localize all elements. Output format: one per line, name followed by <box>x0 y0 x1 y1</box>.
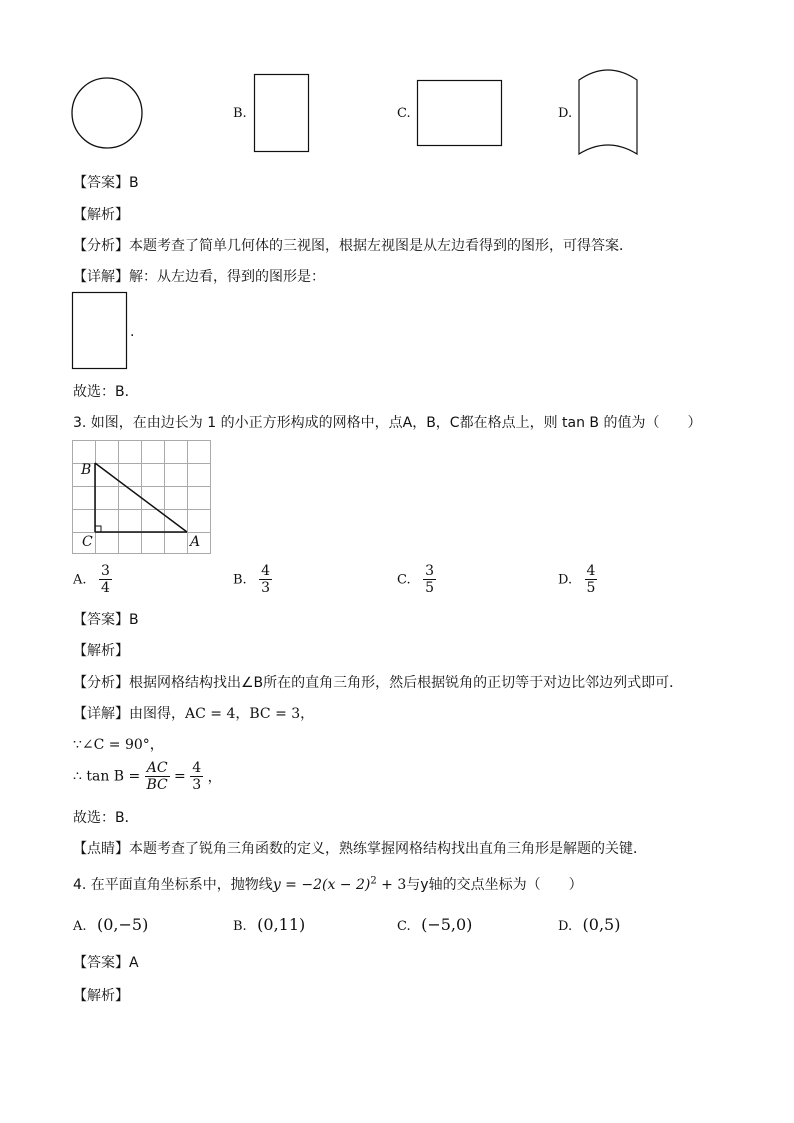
q3-fenxi-line <box>73 672 683 692</box>
fenxi-text: 根据网格结构找出∠B所在的直角三角形，然后根据锐角的正切等于对边比邻边列式即可． <box>129 675 684 691</box>
option-label: B. <box>233 572 247 588</box>
q3-answer-line <box>73 609 139 629</box>
stem-suffix: 与y轴的交点坐标为（ ） <box>406 877 583 893</box>
q3-therefore-line <box>73 760 222 793</box>
fenxi-text: 本题考查了简单几何体的三视图，根据左视图是从左边看得到的图形，可得答案． <box>129 238 633 254</box>
therefore-suffix: ， <box>207 769 222 786</box>
q4-option-c <box>397 915 472 934</box>
ac-over-bc-fraction: $\frac{AC}{BC}$ <box>146 760 168 793</box>
q3-detail-line <box>73 703 314 723</box>
therefore-prefix: ∴ tan B = <box>73 768 141 785</box>
stem-prefix: 4. 在平面直角坐标系中，抛物线 <box>73 877 273 893</box>
option-label: B. <box>233 919 247 934</box>
q2-answer-line <box>73 172 139 192</box>
option-label: D. <box>558 572 573 588</box>
option-label: A. <box>73 919 87 934</box>
option-c-rectangle-figure <box>417 80 503 148</box>
option-value: (−5,0) <box>421 915 473 934</box>
fenxi-tag: 【分析】 <box>73 675 129 691</box>
q3-choice-line: 故选：B． <box>73 810 139 826</box>
option-value: (0,5) <box>582 915 621 934</box>
option-b-rectangle-figure <box>254 74 310 154</box>
q3-analysis-tag: 【解析】 <box>73 643 129 659</box>
dianjing-tag: 【点睛】 <box>73 841 129 857</box>
left-view-period: . <box>130 324 135 340</box>
dianjing-text: 本题考查了锐角三角函数的定义，熟练掌握网格结构找出直角三角形是解题的关键． <box>129 841 647 857</box>
option-d-label: D. <box>558 106 573 121</box>
answer-tag: 【答案】 <box>73 612 129 628</box>
option-label: A. <box>73 572 87 588</box>
q4-option-a <box>73 915 148 934</box>
answer-value: A <box>129 955 139 971</box>
q2-detail-line <box>73 266 325 286</box>
option-c-label: C. <box>397 106 411 121</box>
option-label: C. <box>397 572 411 588</box>
fenxi-tag: 【分析】 <box>73 238 129 254</box>
q4-answer-line <box>73 952 139 972</box>
q3-stem: 3. 如图，在由边长为 1 的小正方形构成的网格中，点A，B，C都在格点上，则 tan B 的值为（ ） <box>73 415 702 431</box>
answer-tag: 【答案】 <box>73 955 129 971</box>
left-view-rectangle-figure <box>72 292 128 370</box>
q4-option-d <box>558 915 620 934</box>
option-fraction: $\frac{3}{4}$ <box>100 563 110 596</box>
option-value: (0,11) <box>257 915 306 934</box>
q2-analysis-tag: 【解析】 <box>73 207 129 223</box>
point-b-label: B <box>81 462 92 478</box>
point-c-label: C <box>82 534 93 550</box>
q4-option-b <box>233 915 305 934</box>
q3-option-c <box>397 563 436 596</box>
equals-sign: = <box>174 768 186 785</box>
option-d-curved-figure <box>578 66 640 160</box>
point-a-label: A <box>190 534 201 550</box>
option-a-circle-figure <box>70 76 145 151</box>
q2-choice-line: 故选：B． <box>73 384 139 400</box>
answer-value: B <box>129 175 139 191</box>
option-label: C. <box>397 919 411 934</box>
option-fraction: $\frac{4}{5}$ <box>586 563 596 596</box>
q4-stem <box>73 874 583 894</box>
parabola-formula: y = −2(x − 2) <box>272 877 371 893</box>
answer-value: B <box>129 612 139 628</box>
option-label: D. <box>558 919 573 934</box>
option-fraction: $\frac{3}{5}$ <box>425 563 434 596</box>
option-value: (0,−5) <box>96 915 149 934</box>
q3-dianjing-line <box>73 838 647 858</box>
answer-tag: 【答案】 <box>73 175 129 191</box>
detail-tag: 【详解】 <box>73 269 129 285</box>
q3-option-d <box>558 563 597 596</box>
q2-fenxi-line <box>73 235 633 255</box>
four-thirds-fraction: $\frac{4}{3}$ <box>192 760 202 793</box>
exponent: 2 <box>370 875 377 887</box>
q3-option-a <box>73 563 112 596</box>
q3-because-line: ∵∠C = 90°， <box>73 737 164 753</box>
q4-analysis-tag: 【解析】 <box>73 988 129 1004</box>
detail-text: 解：从左边看，得到的图形是： <box>129 269 325 285</box>
q3-option-b <box>233 563 272 596</box>
option-fraction: $\frac{4}{3}$ <box>261 563 271 596</box>
detail-tag: 【详解】 <box>73 706 129 722</box>
option-b-label: B. <box>233 106 247 121</box>
formula-tail: + 3 <box>376 877 407 893</box>
detail-text: 由图得，AC = 4，BC = 3， <box>129 706 315 722</box>
